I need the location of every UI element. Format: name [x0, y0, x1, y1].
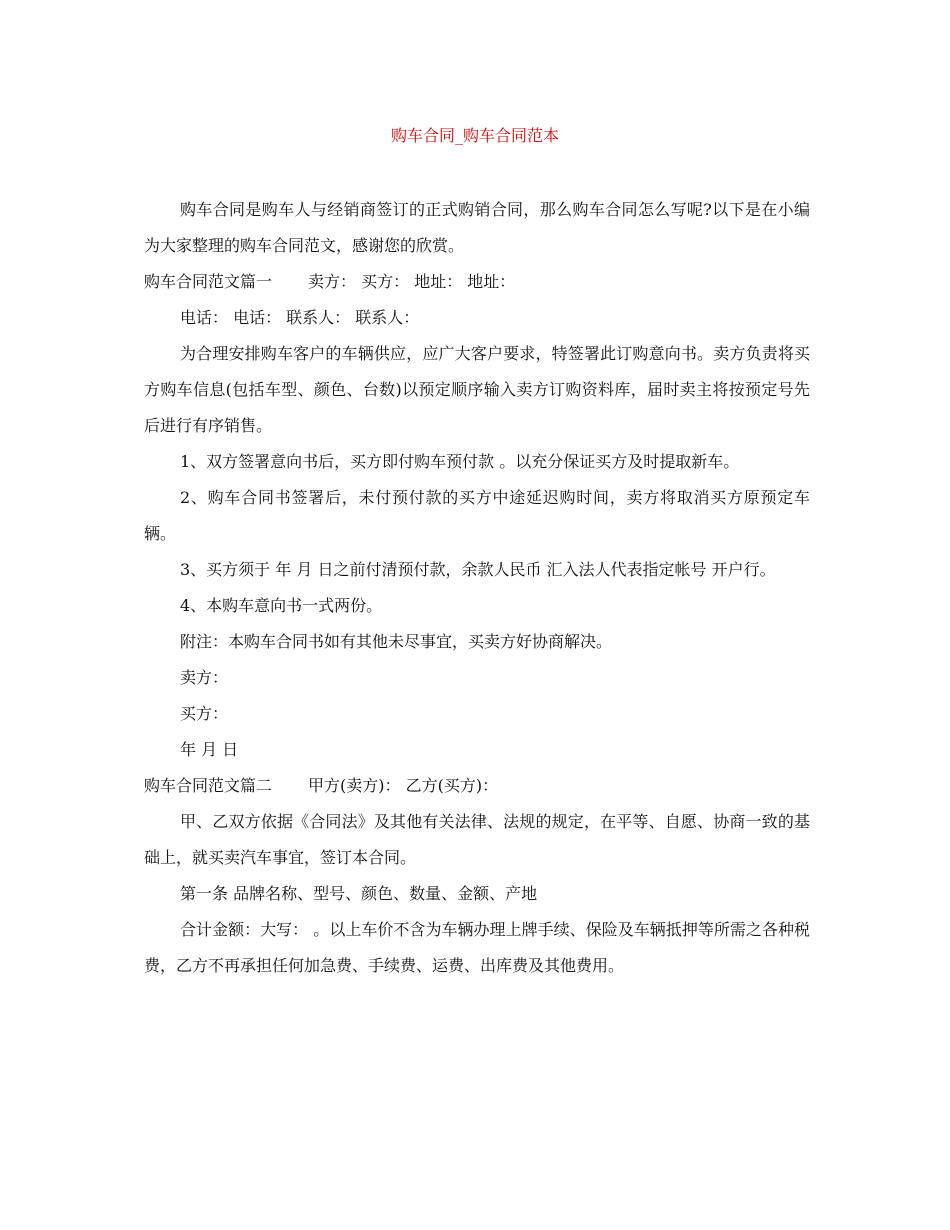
contact-line: 电话： 电话： 联系人： 联系人：	[180, 308, 420, 327]
sample-two-header	[144, 768, 810, 804]
document-title: 购车合同_购车合同范本	[390, 126, 559, 145]
article-1: 第一条 品牌名称、型号、颜色、数量、金额、产地	[180, 884, 538, 903]
intro-paragraph: 购车合同是购车人与经销商签订的正式购销合同，那么购车合同怎么写呢?以下是在小编为大家整理的购车合同范文，感谢您的欣赏。	[144, 200, 810, 255]
seller-signature-line: 卖方：	[180, 668, 229, 687]
sample-two-parties: 甲方(卖方)： 乙方(买方)：	[308, 776, 499, 795]
sample-two-heading: 购车合同范文篇二	[144, 776, 273, 795]
sample-one-heading: 购车合同范文篇一	[144, 272, 273, 291]
total-amount-paragraph: 合计金额：大写： 。以上车价不含为车辆办理上牌手续、保险及车辆抵押等所需之各种税费，乙方不再承担任何加急费、手续费、运费、出库费及其他费用。	[144, 920, 810, 975]
note-paragraph: 附注：本购车合同书如有其他未尽事宜，买卖方好协商解决。	[180, 632, 613, 651]
clause-4: 4、本购车意向书一式两份。	[180, 596, 383, 615]
buyer-signature-line: 买方：	[180, 704, 229, 723]
sample-one-parties: 卖方： 买方： 地址： 地址：	[308, 272, 516, 291]
purpose-paragraph: 为合理安排购车客户的车辆供应，应广大客户要求，特签署此订购意向书。卖方负责将买方购车信息(包括车型、颜色、台数)以预定顺序输入卖方订购资料库，届时卖主将按预定号先后进行有序销售。	[144, 344, 810, 435]
date-line: 年 月 日	[180, 740, 239, 759]
clause-3: 3、买方须于 年 月 日之前付清预付款，余款人民币 汇入法人代表指定帐号 开户行。	[180, 560, 776, 579]
clause-1: 1、双方签署意向书后，买方即付购车预付款 。以充分保证买方及时提取新车。	[180, 452, 740, 471]
document-body	[144, 192, 810, 984]
basis-paragraph: 甲、乙双方依据《合同法》及其他有关法律、法规的规定，在平等、自愿、协商一致的基础上，就买卖汽车事宜，签订本合同。	[144, 812, 810, 867]
clause-2: 2、购车合同书签署后，未付预付款的买方中途延迟购时间，卖方将取消买方原预定车辆。	[144, 488, 810, 543]
sample-one-header	[144, 264, 810, 300]
